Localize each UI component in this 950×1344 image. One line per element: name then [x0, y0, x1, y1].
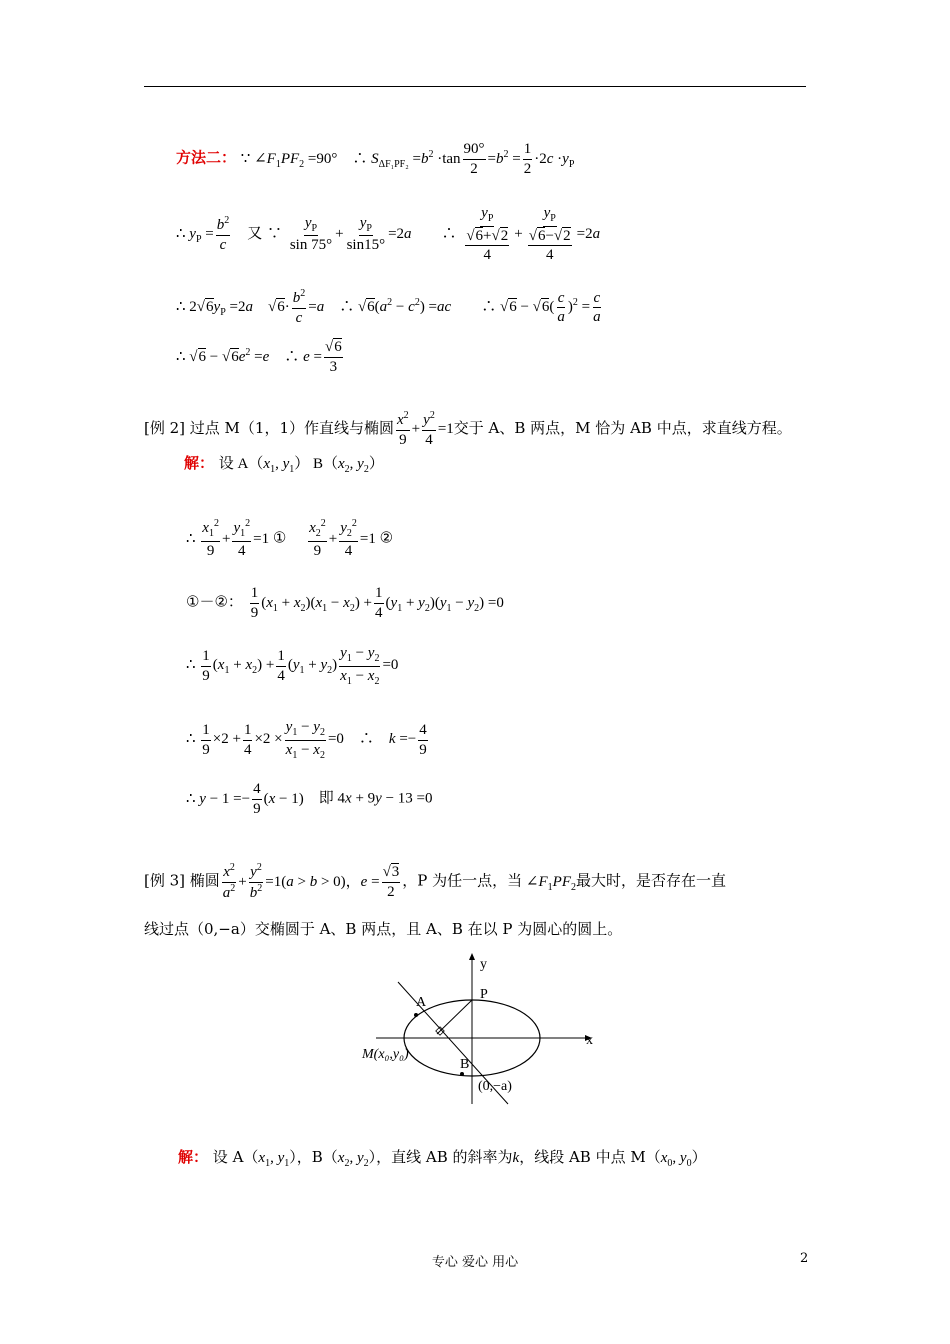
method2-line1: 方法二： ∵ $\angle F_1PF_2 =90^\circ$ ∴ $S_{\Delta F_1PF_2} =b^2 \cdot\tan$ $\frac{90^\circ}{2}$ $=b^2$ = $\frac{1}{2}$ $\cdot 2c \cdot y_P$: [176, 141, 575, 177]
example2-step4: ∴ $\frac{1}{9}$ ×2 + $\frac{1}{4}$ ×2 × $\frac{y_1 - y_2}{x_1 - x_2}$ =0 ∴ k =− $\frac{4}{9}$: [186, 719, 427, 761]
label-x: x: [586, 1033, 593, 1048]
point-a-dot: [414, 1013, 418, 1017]
label-y: y: [480, 957, 487, 972]
label-m: M(x₀,y₀): [362, 1047, 409, 1062]
header-rule: [144, 86, 806, 87]
method2-label: 方法二：: [176, 148, 237, 167]
example2-eq1: ∴ $\frac{x_1^2}{9}$ + $\frac{y_1^2}{4}$ =1 ① $\frac{x_2^2}{9}$ + $\frac{y_2^2}{4}$ =1 ②: [186, 518, 394, 559]
example2-statement: [例 2] 过点 M（1，1）作直线与椭圆 $\frac{x^2}{9}$ + $\frac{y^2}{4}$ =1交于 A、B 两点，M 恰为 AB 中点，求直线方程。: [144, 410, 792, 448]
example3-line2: 线过点（0,−a）交椭圆于 A、B 两点，且 A、B 在以 P 为圆心的圆上。: [144, 920, 623, 938]
example2-setup: 解： 设 $A(x_1$, $y_1$） $B(x_2$, $y_2$）: [184, 454, 384, 475]
method2-line3: ∴ $2√6y_P =2a$ √6· $\frac{b^2}{c}$ =a ∴ $√6(a^2 - c^2) =ac$ ∴ √6 − √6( $\frac{c}{a}$ )$^2$ = $\frac{c}{a}$: [176, 288, 601, 326]
example2-step3: ∴ $\frac{1}{9}$ $(x_1 + x_2)$ + $\frac{1}{4}$ $(y_1 + y_2)$ $\frac{y_1 - y_2}{x_1 - x_2}$ =0: [186, 645, 399, 687]
label-b: B: [460, 1057, 470, 1072]
example2-result: ∴ y − 1 =− $\frac{4}{9}$ (x − 1) 即 4x + 9y − 13 =0: [186, 781, 433, 817]
footer-text: 专心 爱心 用心: [431, 1255, 519, 1270]
example3-solution: 解： 设 $A(x_1$, $y_1$），$B(x_2$, $y_2$），直线 AB 的斜率为k，线段 AB 中点 $M(x_0$, $y_0$）: [178, 1148, 707, 1169]
label-q: (0,−a): [478, 1079, 512, 1094]
example3-statement: [例 3] 椭圆 $\frac{x^2}{a^2}$ + $\frac{y^2}{b^2}$ =1(a > b > 0)，e = $\frac{√3}{2}$ ，P 为任一点，当 $\angle F_1PF_2$最大时，是否存在一直: [144, 862, 727, 901]
label-a: A: [416, 995, 427, 1010]
y-axis-arrow: [469, 953, 475, 960]
example2-subtract: ①－②： $\frac{1}{9}$ $(x_1 + x_2)(x_1 - x_2)$ + $\frac{1}{4}$ $(y_1 + y_2)(y_1 - y_2) =0$: [186, 585, 504, 621]
point-b-dot: [460, 1072, 464, 1076]
method2-line2: ∴ $y_P$ = $\frac{b^2}{c}$ 又 ∵ $\frac{y_P}{\sin 75^\circ}$ + $\frac{y_P}{\sin 15^\circ}$ =2a ∴ $\frac{y_P}{\frac{√6+√2}{4}}$ + $\frac{y_P}{\frac{√6-√2}{4}}$ =2a: [176, 205, 601, 264]
label-p: P: [480, 987, 488, 1002]
ellipse-figure: [360, 952, 600, 1112]
method2-line4: ∴ $√6 - √6e^2 =e$ ∴ e = $\frac{√6}{3}$: [176, 339, 342, 375]
also-text: 又 ∵: [247, 223, 283, 242]
page-number: 2: [800, 1251, 809, 1266]
